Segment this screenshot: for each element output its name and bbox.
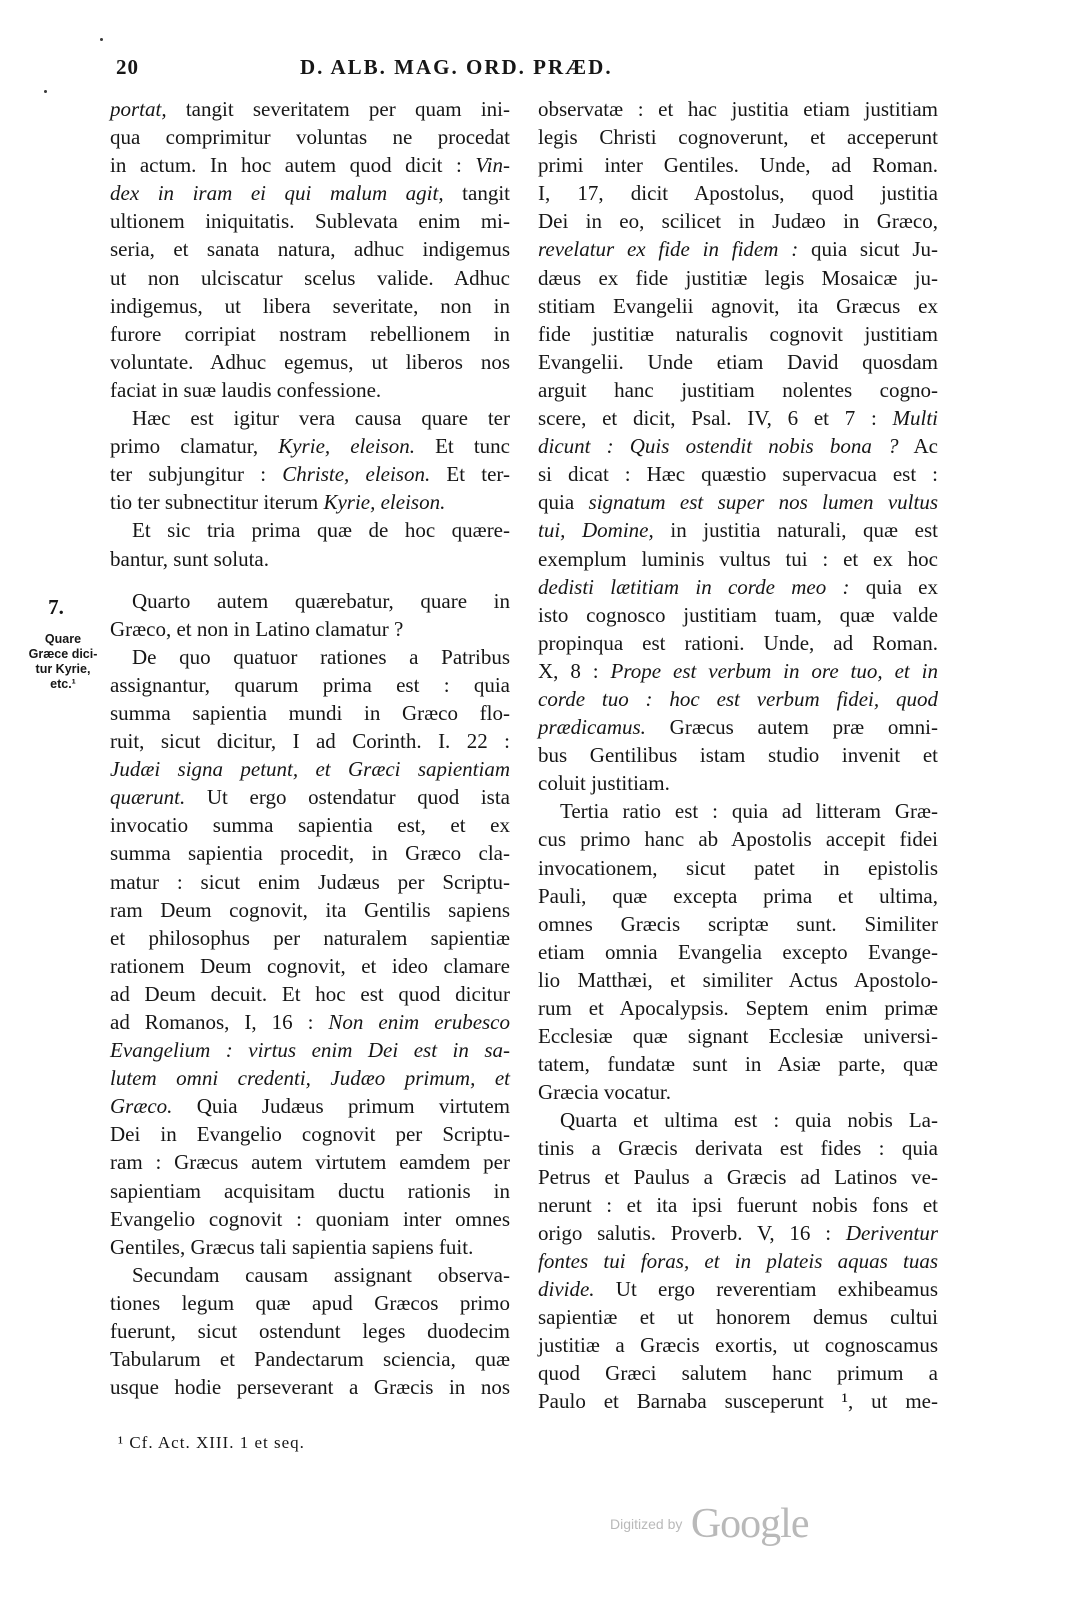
text-line <box>538 1050 938 1078</box>
text-line <box>110 1177 510 1205</box>
text-run: scere, et dicit, Psal. IV, 6 et 7 : <box>538 406 893 431</box>
italic-run: portat, <box>110 97 167 121</box>
text-line <box>538 123 938 151</box>
text-run: et philosophus per naturalem sapientiæ <box>110 925 510 950</box>
text-line <box>110 755 510 783</box>
text-run: Græco, et non in Latino clamatur ? <box>110 616 404 641</box>
text-line <box>110 179 510 207</box>
text-line <box>538 685 938 713</box>
text-run: usque hodie perseverant a Græcis in nos <box>110 1375 510 1400</box>
italic-run: Non enim erubesco <box>328 1010 511 1034</box>
text-line <box>538 713 938 741</box>
text-run: nerunt : et ita ipsi fuerunt nobis fons et <box>538 1192 938 1217</box>
italic-run: quærunt. <box>110 785 186 810</box>
margin-note-line: Quare <box>44 632 82 646</box>
text-line <box>538 95 938 123</box>
watermark-prefix: Digitized by <box>610 1516 683 1532</box>
text-run: ter subjungitur : <box>110 462 283 487</box>
text-line <box>110 1064 510 1092</box>
ink-speck <box>44 90 47 93</box>
text-run: assignantur, quarum prima est : quia <box>110 672 510 697</box>
text-line <box>110 587 510 615</box>
text-line <box>110 1092 510 1120</box>
text-line <box>110 615 510 643</box>
text-run: Ecclesiæ quæ signant Ecclesiæ universi- <box>538 1024 938 1049</box>
text-line <box>110 404 510 432</box>
text-run: I, 17, dicit Apostolus, quod justitia <box>538 181 938 206</box>
text-run: indigemus, ut libera severitate, non in <box>110 293 510 318</box>
page-number: 20 <box>116 55 139 79</box>
text-line <box>538 207 938 235</box>
italic-run: Christe, eleison. <box>282 462 431 487</box>
italic-run: dicunt : Quis ostendit nobis bona ? <box>538 434 899 459</box>
text-run: sapientiam acquisitam ductu rationis in <box>110 1178 510 1203</box>
text-run: Quarto autem quærebatur, quare in <box>132 588 510 613</box>
text-run: Quia Judæus primum virtutem <box>172 1094 510 1119</box>
text-run: Secundam causam assignant observa- <box>132 1262 510 1287</box>
text-run: ram : Græcus autem virtutem eamdem per <box>110 1150 510 1175</box>
text-run: ad Romanos, I, 16 : <box>110 1010 329 1034</box>
text-line <box>110 376 510 404</box>
text-run: rationem Deum cognovit, et ideo clamare <box>110 953 510 978</box>
text-line <box>538 376 938 404</box>
text-line <box>110 699 510 727</box>
footnote: ¹ Cf. Act. XIII. 1 et seq. <box>118 1433 305 1452</box>
text-line <box>110 727 510 755</box>
text-run: ut non ulciscatur scelus valide. Adhuc <box>110 265 510 290</box>
ink-speck <box>100 38 103 41</box>
text-line <box>110 1317 510 1345</box>
text-run: seria, et sanata natura, adhuc indigemus <box>110 237 510 262</box>
text-run: Ut ergo reverentiam exhibeamus <box>594 1276 938 1301</box>
text-line <box>538 348 938 376</box>
text-line <box>538 1078 938 1106</box>
text-line <box>538 1106 938 1134</box>
text-run: tio ter subnectitur iterum <box>110 490 324 515</box>
text-run: invocationem, sicut patet in epistolis <box>538 855 938 880</box>
text-run: origo salutis. Proverb. V, 16 : <box>538 1220 846 1245</box>
text-run: quod Græci salutem hanc primum a <box>538 1361 938 1386</box>
text-line <box>538 432 938 460</box>
text-run: sapientiæ et ut honorem demus cultui <box>538 1305 938 1330</box>
text-run: Dei in Evangelio cognovit per Scriptu- <box>110 1122 510 1147</box>
italic-run: Prope est verbum in ore tuo, et in <box>610 658 938 683</box>
text-line <box>110 643 510 671</box>
text-line <box>110 545 510 573</box>
text-line <box>110 671 510 699</box>
text-run: Ut ergo ostendatur quod ista <box>185 785 510 810</box>
text-run: exemplum luminis vultus tui : et ex hoc <box>538 546 938 571</box>
text-line <box>538 516 938 544</box>
text-run: justitiæ a Græcis exortis, ut cognoscamus <box>538 1333 938 1358</box>
text-line <box>538 741 938 769</box>
text-line <box>110 980 510 1008</box>
text-line <box>110 432 510 460</box>
text-line <box>538 1303 938 1331</box>
italic-run: Kyrie, eleison. <box>278 434 415 459</box>
text-line <box>538 460 938 488</box>
text-run: etiam omnia Evangelia excepto Evange- <box>538 939 938 964</box>
text-run: bus Gentilibus istam studio invenit et <box>538 743 938 768</box>
left-column <box>110 95 510 1401</box>
text-run: primo clamatur, <box>110 434 279 459</box>
text-line <box>538 797 938 825</box>
text-line <box>538 1163 938 1191</box>
text-run: isto cognosco justitiam tuam, quæ valde <box>538 602 938 627</box>
text-line <box>110 348 510 376</box>
text-line <box>538 1331 938 1359</box>
italic-run: fontes tui foras, et in plateis aquas tuas <box>538 1248 938 1273</box>
text-run: furore corripiat nostram rebellionem in <box>110 321 510 346</box>
text-line <box>110 207 510 235</box>
text-run: Græcus autem præ omni- <box>645 715 938 740</box>
text-run: Tabularum et Pandectarum sciencia, quæ <box>110 1347 510 1372</box>
text-run: propinqua est rationi. Unde, ad Roman. <box>538 630 938 655</box>
text-line <box>538 1134 938 1162</box>
text-line <box>538 179 938 207</box>
text-line <box>538 1022 938 1050</box>
text-line <box>110 516 510 544</box>
text-line <box>538 966 938 994</box>
text-line <box>538 629 938 657</box>
text-line <box>110 320 510 348</box>
text-line <box>538 1219 938 1247</box>
text-line <box>110 264 510 292</box>
right-column <box>538 95 938 1415</box>
italic-run: divide. <box>538 1276 595 1301</box>
text-line <box>538 1359 938 1387</box>
italic-run: dedisti lætitiam in corde meo : <box>538 574 850 599</box>
text-run: cus primo hanc ab Apostolis accepit fidei <box>538 827 938 852</box>
text-run: tatem, fundatæ sunt in Asiæ parte, quæ <box>538 1052 938 1077</box>
text-line <box>110 95 510 123</box>
text-run: Hæc est igitur vera causa quare ter <box>132 406 510 431</box>
text-run: arguit hanc justitiam nolentes cogno- <box>538 377 938 402</box>
italic-run: lutem omni credenti, Judæo primum, et <box>110 1066 510 1091</box>
text-line <box>110 1205 510 1233</box>
text-line <box>110 868 510 896</box>
text-line <box>538 1387 938 1415</box>
italic-run: Deriventur <box>845 1220 938 1245</box>
text-line <box>110 839 510 867</box>
text-run: ultionem iniquitatis. Sublevata enim mi- <box>110 209 510 234</box>
watermark-brand: Google <box>690 1501 809 1547</box>
text-line <box>538 1275 938 1303</box>
italic-run: signatum est super nos lumen vultus <box>588 490 939 515</box>
text-line <box>110 151 510 179</box>
text-run: summa sapientia procedit, in Græco cla- <box>110 841 510 866</box>
text-run: qua comprimitur voluntas ne procedat <box>110 125 510 150</box>
text-run: quia <box>538 490 589 515</box>
text-line <box>538 264 938 292</box>
running-head: D. ALB. MAG. ORD. PRÆD. <box>300 55 613 79</box>
text-run: tangit severitatem per quam ini- <box>166 97 510 121</box>
italic-run: dex in iram ei qui malum agit, <box>110 181 444 206</box>
text-run: tiones legum quæ apud Græcos primo <box>110 1290 510 1315</box>
text-run: Ac <box>898 434 939 459</box>
text-run: Gentiles, Græcus tali sapientia sapiens fuit. <box>110 1234 474 1259</box>
text-run: Evangelii. Unde etiam David quosdam <box>538 349 938 374</box>
text-run: primi inter Gentiles. Unde, ad Roman. <box>538 153 938 178</box>
italic-run: tui, Domine, <box>538 518 654 543</box>
text-run: ram Deum cognovit, ita Gentilis sapiens <box>110 897 510 922</box>
italic-run: revelatur ex fide in fidem : <box>538 237 799 262</box>
text-run: ruit, sicut dicitur, I ad Corinth. I. 22 : <box>110 729 510 754</box>
text-run: voluntate. Adhuc egemus, ut liberos nos <box>110 349 510 374</box>
text-run: dæus ex fide justitiæ legis Mosaicæ ju- <box>538 265 938 290</box>
text-line <box>110 460 510 488</box>
text-line <box>538 573 938 601</box>
text-run: quia ex <box>849 574 938 599</box>
text-line <box>110 292 510 320</box>
text-line <box>538 854 938 882</box>
text-run: coluit justitiam. <box>538 771 670 796</box>
text-line <box>110 488 510 516</box>
text-run: bantur, sunt soluta. <box>110 546 269 571</box>
italic-run: Kyrie, eleison. <box>323 490 446 515</box>
text-line <box>110 1373 510 1401</box>
text-run: Tertia ratio est : quia ad litteram Græ- <box>560 799 938 824</box>
text-line <box>538 882 938 910</box>
margin-note-line: Græce dici- <box>28 647 98 661</box>
text-line <box>110 123 510 151</box>
text-run: rum et Apocalypsis. Septem enim primæ <box>538 996 938 1020</box>
text-run: quia sicut Ju- <box>798 237 939 262</box>
italic-run: prædicamus. <box>538 715 646 740</box>
italic-run: Græco. <box>110 1094 173 1119</box>
text-line <box>538 292 938 320</box>
text-run: Dei in eo, scilicet in Judæo in Græco, <box>538 209 938 234</box>
text-line <box>110 924 510 952</box>
text-run: Et tunc <box>414 434 511 459</box>
margin-note-line: etc.¹ <box>50 677 76 691</box>
text-run: in actum. In hoc autem quod dicit : <box>110 153 476 178</box>
paragraph-gap <box>110 573 510 587</box>
text-run: fide justitiæ naturalis cognovit justitiam <box>538 321 938 346</box>
text-run: observatæ : et hac justitia etiam justitiam <box>538 97 938 121</box>
text-run: matur : sicut enim Judæus per Scriptu- <box>110 869 510 894</box>
text-run: X, 8 : <box>538 658 611 683</box>
margin-note-line: tur Kyrie, <box>35 662 91 676</box>
text-line <box>110 952 510 980</box>
text-line <box>110 1120 510 1148</box>
text-line <box>538 1247 938 1275</box>
text-line <box>538 545 938 573</box>
text-line <box>538 235 938 263</box>
text-run: tangit <box>443 181 510 206</box>
text-run: in justitia naturali, quæ est <box>653 518 938 543</box>
text-line <box>110 1148 510 1176</box>
text-line <box>538 601 938 629</box>
text-run: fuerunt, sicut ostendunt leges duodecim <box>110 1319 510 1344</box>
text-run: tinis a Græcis derivata est fides : quia <box>538 1136 938 1161</box>
digitized-watermark <box>610 1500 808 1548</box>
italic-run: Multi <box>892 406 938 431</box>
text-run: Paulo et Barnaba susceperunt ¹, ut me- <box>538 1389 938 1414</box>
text-line <box>538 320 938 348</box>
text-line <box>538 825 938 853</box>
text-run: Quarta et ultima est : quia nobis La- <box>560 1108 938 1133</box>
text-line <box>110 783 510 811</box>
text-line <box>538 938 938 966</box>
text-run: Petrus et Paulus a Græcis ad Latinos ve- <box>538 1164 938 1189</box>
text-run: lio Matthæi, et similiter Actus Apostolo- <box>538 967 938 992</box>
text-run: ad Deum decuit. Et hoc est quod dicitur <box>110 981 510 1006</box>
text-line <box>538 488 938 516</box>
text-line <box>110 896 510 924</box>
text-line <box>110 1233 510 1261</box>
text-line <box>110 1036 510 1064</box>
text-line <box>110 811 510 839</box>
text-line <box>110 235 510 263</box>
text-run: invocatio summa sapientia est, et ex <box>110 813 510 838</box>
text-line <box>538 404 938 432</box>
text-run: summa sapientia mundi in Græco flo- <box>110 700 510 725</box>
text-line <box>538 994 938 1022</box>
text-run: Et ter- <box>430 462 510 487</box>
text-run: faciat in suæ laudis confessione. <box>110 377 382 402</box>
text-line <box>538 769 938 797</box>
text-line <box>110 1345 510 1373</box>
italic-run: Vin- <box>475 153 510 178</box>
text-run: De quo quatuor rationes a Patribus <box>132 644 510 669</box>
italic-run: Judæi signa petunt, et Græci sapientiam <box>110 757 510 782</box>
text-line <box>110 1261 510 1289</box>
text-run: Et sic tria prima quæ de hoc quære- <box>132 518 510 543</box>
text-run: Græcia vocatur. <box>538 1080 671 1105</box>
text-line <box>110 1289 510 1317</box>
text-run: Evangelio cognovit : quoniam inter omnes <box>110 1206 510 1231</box>
text-line <box>110 1008 510 1036</box>
section-number: 7. <box>48 595 64 619</box>
text-line <box>538 910 938 938</box>
italic-run: Evangelium : virtus enim Dei est in sa- <box>110 1038 510 1063</box>
margin-note <box>20 632 106 692</box>
text-run: Pauli, quæ excepta prima et ultima, <box>538 883 938 908</box>
text-run: stitiam Evangelii agnovit, ita Græcus ex <box>538 293 938 318</box>
italic-run: corde tuo : hoc est verbum fidei, quod <box>538 686 938 711</box>
text-run: legis Christi cognoverunt, et acceperunt <box>538 125 938 150</box>
text-run: si dicat : Hæc quæstio supervacua est : <box>538 462 938 487</box>
text-run: omnes Græcis scriptæ sunt. Similiter <box>538 911 938 936</box>
text-line <box>538 657 938 685</box>
text-line <box>538 1191 938 1219</box>
text-line <box>538 151 938 179</box>
